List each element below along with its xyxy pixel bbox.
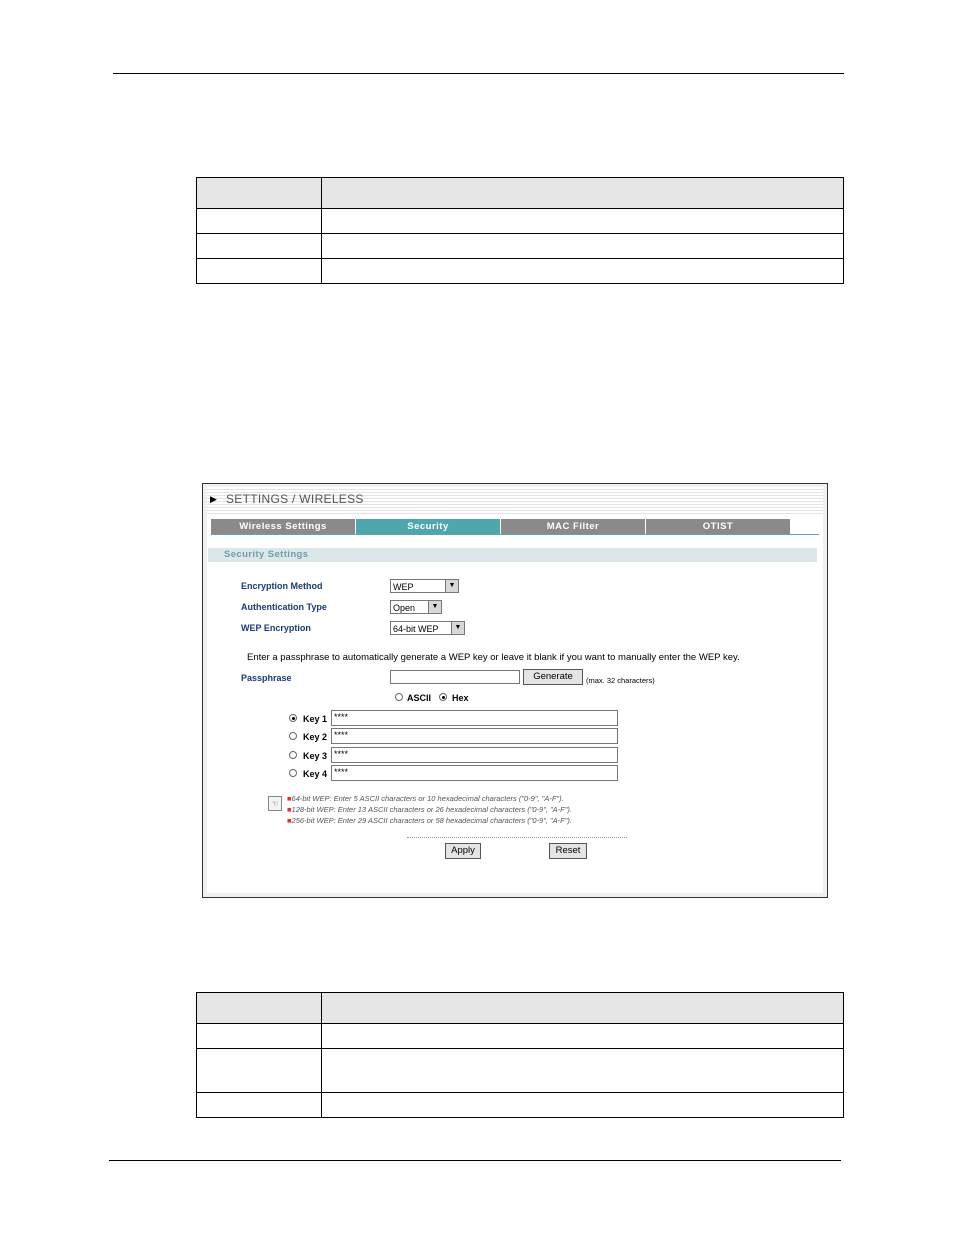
key-1-input[interactable]: **** [331,710,618,726]
chevron-down-icon: ▼ [445,580,458,592]
footer-rule [109,1160,841,1161]
tab-security[interactable]: Security [356,519,500,534]
section-header [208,548,817,562]
table-row [197,259,844,284]
wireless-security-screen [202,483,828,898]
reset-button[interactable]: Reset [549,843,587,859]
tab-wireless-settings[interactable]: Wireless Settings [211,519,355,534]
tab-mac-filter[interactable]: MAC Filter [501,519,645,534]
key-4-radio[interactable] [289,769,297,777]
apply-button[interactable]: Apply [445,843,481,859]
note-64bit: ■64-bit WEP: Enter 5 ASCII characters or 10 hexadecimal characters ("0-9", "A-F"). [287,794,564,803]
key-1-label: Key 1 [303,714,328,724]
table-row [197,234,844,259]
key-2-radio[interactable] [289,732,297,740]
title-arrow-icon: ▶ [210,494,217,504]
passphrase-input[interactable] [390,670,520,684]
doc-table-top [196,177,844,284]
chevron-down-icon: ▼ [428,601,441,613]
ascii-radio[interactable] [395,693,403,701]
table-header-row [197,993,844,1024]
button-divider [407,837,627,838]
key-4-input[interactable]: **** [331,765,618,781]
page-title: SETTINGS / WIRELESS [226,492,364,506]
key-4-label: Key 4 [303,769,328,779]
tab-underline [211,534,819,535]
generate-button[interactable]: Generate [523,669,583,685]
authentication-type-value: Open [393,603,416,613]
encryption-method-select[interactable] [390,579,459,593]
passphrase-help-text: Enter a passphrase to automatically generate a WEP key or leave it blank if you want to manually enter the WEP key. [247,652,740,663]
wep-encryption-value: 64-bit WEP [393,624,439,634]
tab-otist[interactable]: OTIST [646,519,790,534]
title-bar [207,487,823,514]
encryption-method-value: WEP [393,582,414,592]
authentication-type-label: Authentication Type [241,602,327,612]
chevron-down-icon: ▼ [451,622,464,634]
hex-radio[interactable] [439,693,447,701]
key-2-label: Key 2 [303,732,328,742]
passphrase-hint: (max. 32 characters) [586,676,655,685]
section-title: Security Settings [224,549,309,560]
note-256bit: ■256-bit WEP: Enter 29 ASCII characters or 58 hexadecimal characters ("0-9", "A-F"). [287,816,573,825]
tab-bar [211,519,791,534]
authentication-type-select[interactable] [390,600,442,614]
wep-encryption-select[interactable] [390,621,465,635]
hand-icon: ☜ [268,796,282,811]
screen-content [207,487,823,893]
key-3-input[interactable]: **** [331,747,618,763]
table-row [197,209,844,234]
key-3-radio[interactable] [289,751,297,759]
table-header-row [197,178,844,209]
table-row [197,1049,844,1093]
key-2-input[interactable]: **** [331,728,618,744]
doc-table-bottom [196,992,844,1118]
passphrase-label: Passphrase [241,673,292,683]
table-row [197,1093,844,1118]
ascii-label: ASCII [407,693,432,703]
key-1-radio[interactable] [289,714,297,722]
note-128bit: ■128-bit WEP: Enter 13 ASCII characters or 26 hexadecimal characters ("0-9", "A-F"). [287,805,573,814]
table-row [197,1024,844,1049]
wep-encryption-label: WEP Encryption [241,623,311,633]
header-rule [113,73,844,74]
hex-label: Hex [452,693,469,703]
key-3-label: Key 3 [303,751,328,761]
encryption-method-label: Encryption Method [241,581,323,591]
